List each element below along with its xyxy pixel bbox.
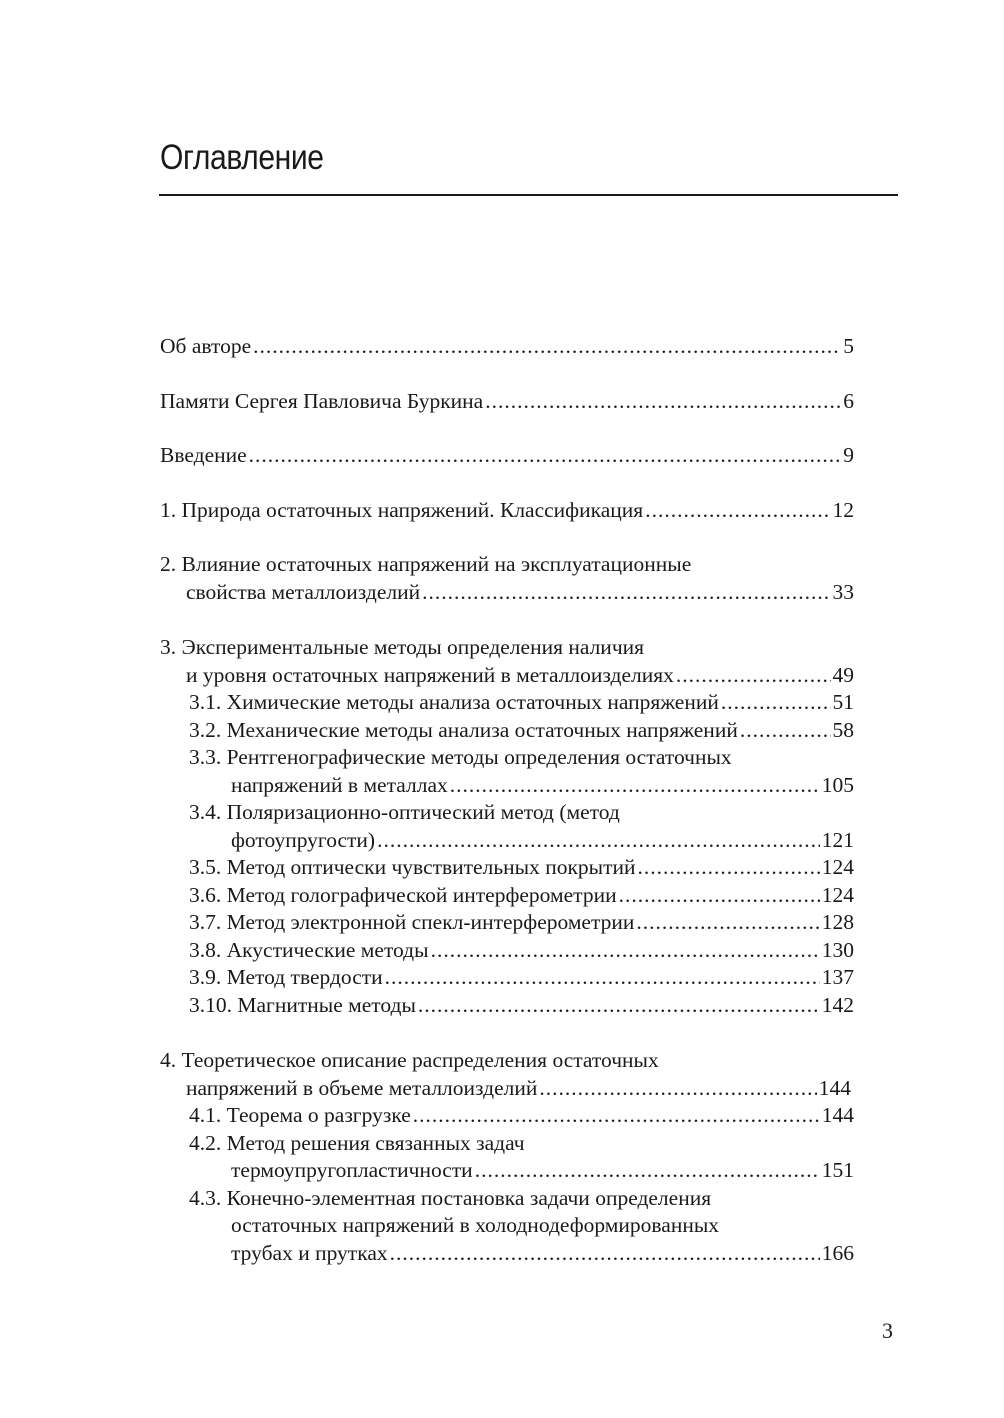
toc-page-number: 144 (818, 1075, 851, 1100)
toc-entry-title-continued: остаточных напряжений в холоднодеформированных (231, 1213, 720, 1237)
toc-entry-title: 3.2. Механические методы анализа остаточных напряжений (189, 717, 738, 742)
dot-leader (249, 442, 842, 470)
toc-page-number: 58 (832, 717, 854, 742)
toc-page-number: 121 (821, 827, 854, 852)
dot-leader (413, 1102, 820, 1130)
dot-leader (638, 854, 820, 882)
toc-page-number: 142 (821, 992, 854, 1017)
toc-entry-section-3-6[interactable] (160, 882, 854, 910)
dot-leader (253, 333, 841, 361)
toc-page-number: 128 (821, 910, 854, 934)
toc-entry-title: 4. Теоретическое описание распределения остаточных (160, 1048, 659, 1072)
toc-page-number: 12 (832, 497, 854, 522)
toc-entry-title-continued: термоупругопластичности (231, 1158, 473, 1182)
dot-leader (431, 937, 820, 965)
dot-leader (485, 388, 841, 416)
page-title: Оглавление (160, 138, 324, 177)
toc-page-number: 151 (821, 1158, 854, 1182)
toc-page-number: 130 (821, 937, 854, 962)
toc-entry-intro[interactable] (160, 442, 854, 470)
toc-entry-chapter-3[interactable] (160, 634, 854, 689)
toc-entry-chapter-4[interactable] (160, 1047, 854, 1102)
toc-entry-title: 4.2. Метод решения связанных задач (189, 1130, 525, 1155)
toc-entry-title: 3.6. Метод голографической интерферометрии (189, 882, 617, 907)
toc-page-number: 51 (832, 690, 854, 714)
toc-entry-section-3-5[interactable] (160, 854, 854, 882)
dot-leader (676, 662, 831, 690)
toc-entry-section-3-10[interactable] (160, 992, 854, 1020)
page-number: 3 (882, 1318, 893, 1343)
toc-entry-title: 3.10. Магнитные методы (189, 992, 416, 1017)
toc-page-number: 105 (821, 772, 854, 797)
toc-entry-title-continued: трубах и прутках (231, 1240, 388, 1265)
toc-entry-title: 3.8. Акустические методы (189, 937, 429, 962)
dot-leader (422, 579, 830, 607)
toc-entry-title: Памяти Сергея Павловича Буркина (160, 388, 484, 413)
dot-leader (418, 992, 820, 1020)
toc-page-number: 124 (821, 882, 854, 907)
dot-leader (450, 772, 820, 800)
toc-entry-title-continued: напряжений в объеме металлоизделий (186, 1075, 538, 1100)
toc-entry-section-3-1[interactable] (160, 689, 854, 717)
title-divider (159, 194, 898, 196)
toc-entry-title: 3.3. Рентгенографические методы определения остаточных (189, 745, 732, 769)
toc-entry-title: 4.3. Конечно-элементная постановка задачи определения (189, 1185, 712, 1210)
toc-entry-title: 3.7. Метод электронной спекл-интерферометрии (189, 910, 635, 934)
dot-leader (385, 964, 820, 992)
toc-page-number: 5 (843, 334, 854, 358)
toc-page-number: 144 (821, 1103, 854, 1127)
toc-page-number: 166 (821, 1240, 854, 1265)
toc-page-number: 6 (843, 388, 854, 413)
dot-leader (377, 827, 820, 855)
toc-page-number: 33 (832, 579, 854, 604)
toc-entry-section-3-9[interactable] (160, 964, 854, 992)
toc-entry-section-4-2[interactable] (160, 1130, 854, 1185)
toc-entry-title: 3. Экспериментальные методы определения наличия (160, 635, 645, 659)
toc-entry-title: Об авторе (160, 334, 252, 358)
toc-entry-section-3-3[interactable] (160, 744, 854, 799)
toc-entry-chapter-1[interactable] (160, 497, 854, 525)
toc-entry-title: 3.4. Поляризационно-оптический метод (метод (189, 800, 620, 824)
toc-page-number: 124 (821, 855, 854, 879)
dot-leader (721, 689, 831, 717)
toc-page-number: 137 (821, 965, 854, 989)
dot-leader (539, 1075, 816, 1103)
toc-entry-title-continued: свойства металлоизделий (186, 579, 421, 604)
toc-entry-section-3-8[interactable] (160, 937, 854, 965)
dot-leader (390, 1240, 820, 1268)
dot-leader (740, 717, 831, 745)
toc-entry-title: 1. Природа остаточных напряжений. Классификация (160, 497, 644, 522)
toc-entry-title: 3.5. Метод оптически чувствительных покрытий (189, 855, 636, 879)
toc-page-number: 9 (843, 443, 854, 467)
toc-entry-about-author[interactable] (160, 333, 854, 361)
toc-entry-title-continued: напряжений в металлах (231, 772, 448, 797)
toc-entry-title-continued: и уровня остаточных напряжений в металлоизделиях (186, 662, 674, 687)
toc-entry-section-4-3[interactable] (160, 1185, 854, 1268)
toc-entry-memory[interactable] (160, 388, 854, 416)
toc-entry-chapter-2[interactable] (160, 551, 854, 606)
toc-entry-title-continued: фотоупругости) (231, 827, 376, 852)
toc-entry-title: 4.1. Теорема о разгрузке (189, 1103, 411, 1127)
dot-leader (619, 882, 820, 910)
toc-entry-section-3-7[interactable] (160, 909, 854, 937)
toc-entry-title: Введение (160, 443, 247, 467)
toc-entry-title: 3.1. Химические методы анализа остаточных напряжений (189, 690, 719, 714)
toc-entry-section-3-4[interactable] (160, 799, 854, 854)
toc-entry-title: 2. Влияние остаточных напряжений на эксплуатационные (160, 552, 692, 576)
dot-leader (636, 909, 819, 937)
toc-entry-title: 3.9. Метод твердости (189, 965, 383, 989)
toc-entry-section-4-1[interactable] (160, 1102, 854, 1130)
toc-entry-section-3-2[interactable] (160, 717, 854, 745)
table-of-contents (160, 333, 854, 1267)
toc-page-number: 49 (832, 662, 854, 687)
dot-leader (475, 1157, 820, 1185)
dot-leader (645, 497, 830, 525)
